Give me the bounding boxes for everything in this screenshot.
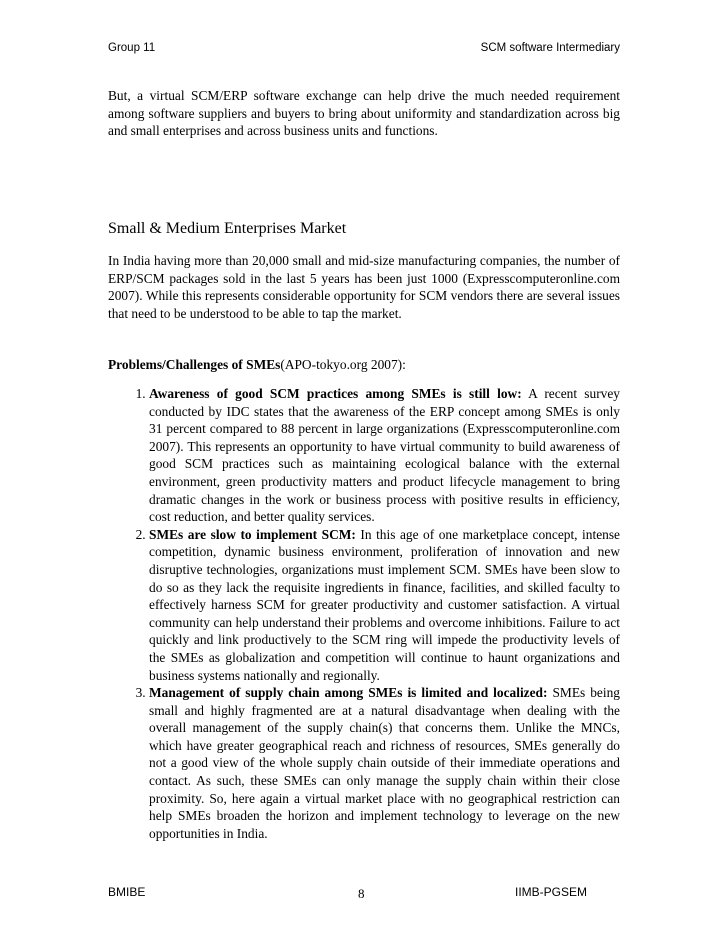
footer-right: IIMB-PGSEM	[515, 885, 588, 899]
list-item-text: A recent survey conducted by IDC states that the awareness of the ERP concept among SMEs is only 31 percent compared to 88 percent in large organizations (Expresscomputeronline.com 2007). This represents an opportunity to have virtual community to build awareness of good SCM practices such as maintaining ecological balance with the external environment, green productivity matters and product lifecycle management to bring dramatic changes in the work or business process with positive results in efficiency, cost reduction, and better quality services.	[149, 386, 620, 525]
problems-heading-ref: (APO-tokyo.org 2007):	[280, 357, 406, 372]
list-item-text: SMEs being small and highly fragmented are at a natural disadvantage when dealing with the overall management of the supply chain(s) that concerns them. Unlike the MNCs, which have greater geographical reach and richness of resources, SMEs generally do not a good view of the whole supply chain outside of their immediate operations and contact. As such, these SMEs can only manage the supply chain within their close proximity. So, here again a virtual market place with no geographical restriction can help SMEs broaden the horizon and implement technology to leverage on the new opportunities in India.	[149, 685, 620, 841]
list-item-title: Management of supply chain among SMEs is limited and localized:	[149, 685, 548, 701]
problems-heading-bold: Problems/Challenges of SMEs	[108, 357, 281, 372]
list-item-title: Awareness of good SCM practices among SMEs is still low:	[149, 386, 522, 401]
sme-market-paragraph: In India having more than 20,000 small and mid-size manufacturing companies, the number of ERP/SCM packages sold in the last 5 years has been just 1000 (Expresscomputeronline.com 2007). While this represents considerable opportunity for SCM vendors there are several issues that need to be understood to be able to tap the market.	[108, 253, 620, 321]
header-left: Group 11	[108, 42, 156, 54]
list-item	[149, 684, 620, 842]
section-title: Small & Medium Enterprises Market	[108, 220, 347, 237]
header-right: SCM software Intermediary	[480, 42, 620, 54]
list-item	[149, 526, 620, 684]
list-item	[149, 385, 620, 526]
problems-heading	[108, 356, 406, 374]
challenges-list	[108, 385, 620, 842]
list-item-text: In this age of one marketplace concept, intense competition, dynamic business environment, proliferation of innovation and new disruptive technologies, organizations must implement SCM. SMEs have been slow to do so as they lack the requisite ingredients in finance, facilities, and skilled faculty to effectively harness SCM for greater productivity and customer satisfaction. A virtual community can help understand their problems and overcome inhibitions. Failure to act quickly and link productively to the SCM ring will impede the productivity levels of the SMEs as globalization and competition will continue to haunt organizations and business systems nationally and regionally.	[149, 526, 620, 683]
list-item-title: SMEs are slow to implement SCM:	[149, 526, 356, 542]
page-number: 8	[358, 886, 365, 901]
footer-left: BMIBE	[108, 885, 146, 899]
intro-paragraph: But, a virtual SCM/ERP software exchange can help drive the much needed requirement among software suppliers and buyers to bring about uniformity and standardization across big and small enterprises and across business units and functions.	[108, 88, 620, 139]
